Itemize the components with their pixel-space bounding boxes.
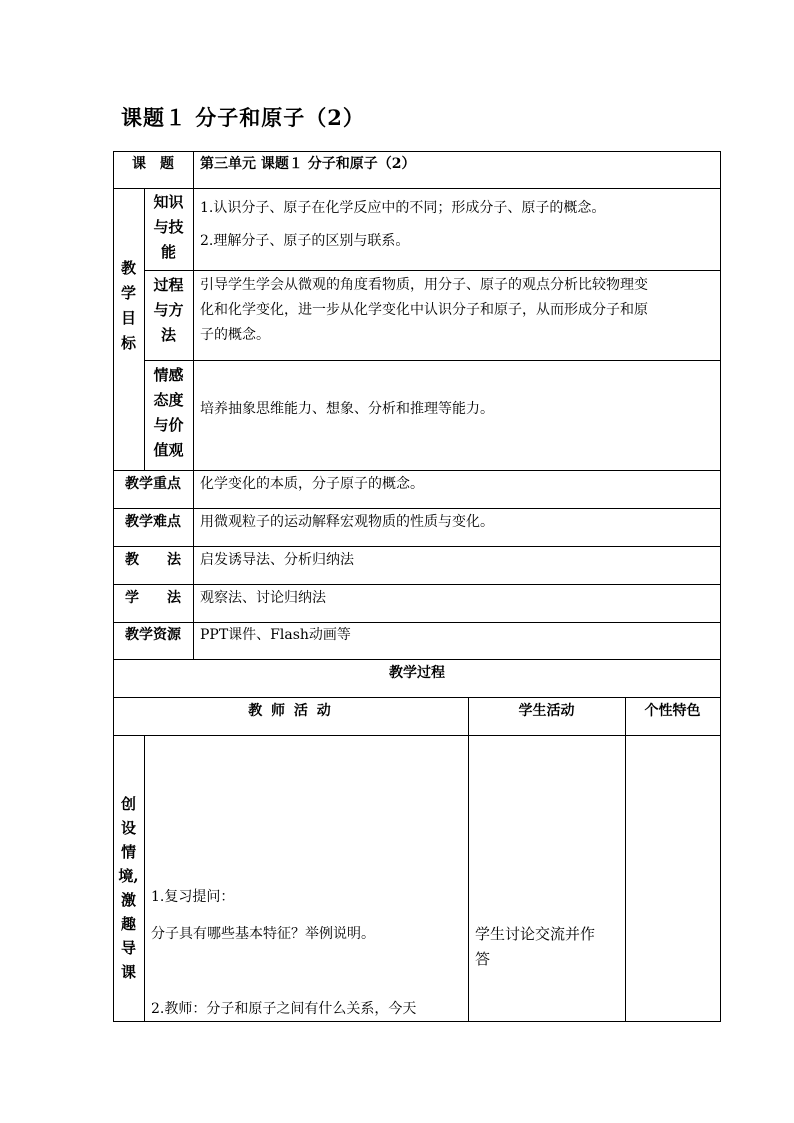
- teacher-activity-header: 教 师 活 动: [248, 703, 333, 719]
- student-activity-line: 答: [475, 950, 491, 968]
- sublabel-line: 值观: [153, 441, 184, 459]
- sublabel-line: 知识: [153, 193, 184, 211]
- student-activity-line: 学生讨论交流并作: [475, 925, 596, 943]
- stage-label-char: 导: [120, 939, 136, 957]
- stage-label-char: 设: [120, 819, 136, 837]
- resources-label: 教学资源: [125, 627, 181, 643]
- stage-label-char: 境,: [118, 867, 139, 885]
- feature-header: 个性特色: [644, 703, 701, 719]
- emotion-text: 培养抽象思维能力、想象、分析和推理等能力。: [200, 401, 494, 417]
- table-divider: [144, 360, 721, 361]
- table-border-right: [720, 151, 721, 1022]
- learning-method-label: 学 法: [125, 590, 181, 606]
- table-divider: [113, 470, 721, 471]
- difficulties-label: 教学难点: [125, 514, 181, 530]
- sublabel-line: 法: [160, 326, 176, 344]
- key-points-value: 化学变化的本质，分子原子的概念。: [200, 476, 424, 492]
- teaching-method-label: 教 法: [125, 552, 181, 568]
- table-divider-v: [193, 151, 194, 188]
- resources-value: PPT课件、Flash动画等: [200, 627, 351, 643]
- table-divider-v: [625, 697, 626, 1021]
- sublabel-line: 过程: [153, 276, 184, 294]
- table-divider-v: [193, 188, 194, 659]
- page-title: 课题１ 分子和原子（2）: [121, 105, 365, 130]
- sublabel-line: 情感: [153, 366, 184, 384]
- teacher-activity-line: 分子具有哪些基本特征？举例说明。: [151, 926, 375, 942]
- process-title: 教学过程: [389, 665, 445, 681]
- emotion-sublabel: [144, 363, 193, 463]
- process-text-line: 子的概念。: [200, 327, 270, 343]
- process-text-line: 引导学生学会从微观的角度看物质，用分子、原子的观点分析比较物理变: [200, 277, 648, 293]
- process-text-line: 化和化学变化，进一步从化学变化中认识分子和原子，从而形成分子和原: [200, 302, 648, 318]
- sublabel-line: 与方: [153, 301, 184, 319]
- table-divider: [113, 735, 721, 736]
- table-divider: [113, 546, 721, 547]
- student-activity-header: 学生活动: [518, 703, 575, 719]
- table-divider: [113, 659, 721, 660]
- process-text: [200, 273, 718, 348]
- knowledge-text-1: 1.认识分子、原子在化学反应中的不同；形成分子、原子的概念。: [200, 200, 606, 216]
- stage-label-char: 课: [120, 963, 136, 981]
- table-divider-v: [144, 735, 145, 1021]
- objectives-label: [113, 256, 144, 356]
- stage-label-char: 趣: [120, 915, 136, 933]
- table-divider: [144, 270, 721, 271]
- knowledge-sublabel: [144, 190, 193, 265]
- table-divider: [113, 584, 721, 585]
- process-sublabel: [144, 273, 193, 348]
- sublabel-line: 与技: [153, 218, 184, 236]
- knowledge-text-2: 2.理解分子、原子的区别与联系。: [200, 233, 410, 249]
- sublabel-line: 与价: [153, 416, 184, 434]
- objectives-label-char: 标: [120, 334, 136, 352]
- table-divider: [113, 697, 721, 698]
- student-activity-text: [475, 922, 623, 972]
- sublabel-line: 能: [160, 243, 176, 261]
- sublabel-line: 态度: [153, 391, 184, 409]
- teacher-activity-line: 2.教师：分子和原子之间有什么关系，今天: [151, 1001, 417, 1017]
- key-points-label: 教学重点: [125, 476, 181, 492]
- stage-label-char: 创: [120, 795, 136, 813]
- stage-label-char: 激: [120, 891, 136, 909]
- objectives-label-char: 教: [120, 259, 136, 277]
- stage-label: [113, 792, 144, 984]
- topic-value: 第三单元 课题１ 分子和原子（2）: [200, 156, 416, 172]
- table-divider-v: [468, 697, 469, 1021]
- objectives-label-char: 学: [120, 284, 136, 302]
- learning-method-value: 观察法、讨论归纳法: [200, 590, 326, 606]
- objectives-label-char: 目: [120, 309, 136, 327]
- topic-label: 课 题: [132, 156, 174, 172]
- stage-label-char: 情: [120, 843, 136, 861]
- table-divider: [113, 188, 721, 189]
- table-divider: [113, 508, 721, 509]
- difficulties-value: 用微观粒子的运动解释宏观物质的性质与变化。: [200, 514, 494, 530]
- teaching-method-value: 启发诱导法、分析归纳法: [200, 552, 354, 568]
- teacher-activity-line: 1.复习提问：: [151, 889, 235, 905]
